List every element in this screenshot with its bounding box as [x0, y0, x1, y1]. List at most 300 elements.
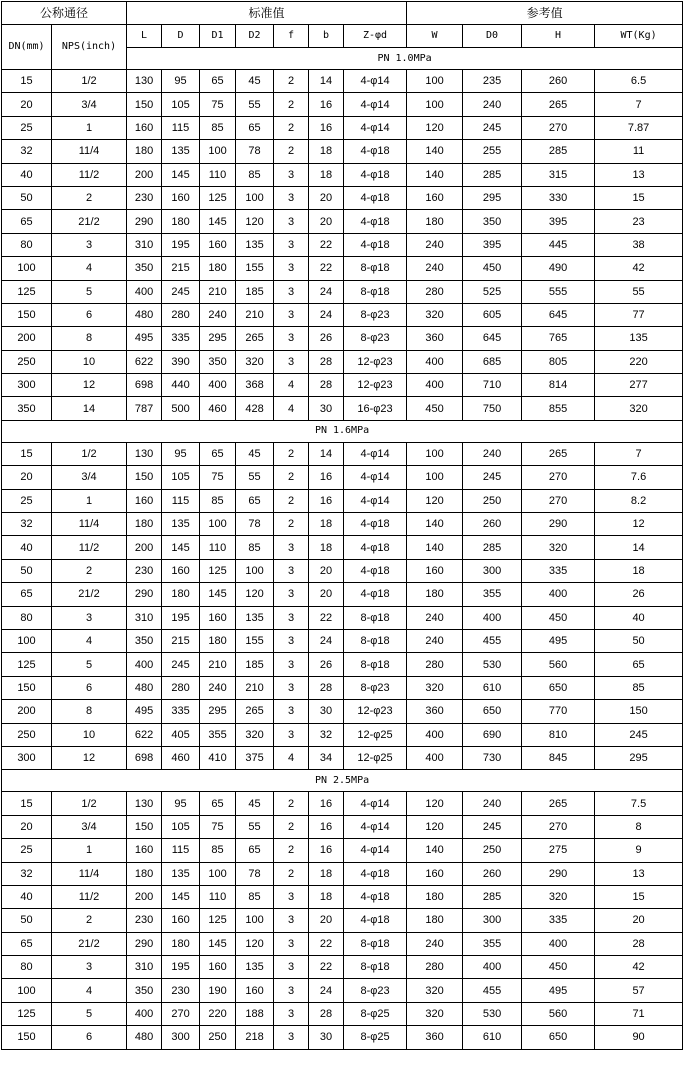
table-cell: 16 — [309, 93, 344, 116]
table-cell: 622 — [127, 350, 162, 373]
table-cell: 28 — [309, 350, 344, 373]
table-cell: 355 — [463, 583, 522, 606]
table-cell: 24 — [309, 303, 344, 326]
table-cell: 650 — [463, 700, 522, 723]
table-cell: 150 — [127, 815, 162, 838]
table-cell: 855 — [522, 397, 595, 420]
table-cell: 450 — [463, 257, 522, 280]
table-cell: 100 — [407, 93, 463, 116]
table-cell: 285 — [463, 885, 522, 908]
table-cell: 375 — [236, 746, 274, 769]
table-cell: 180 — [200, 629, 236, 652]
table-cell: 180 — [127, 140, 162, 163]
table-cell: 530 — [463, 653, 522, 676]
table-cell: 2 — [274, 862, 309, 885]
table-cell: 320 — [407, 676, 463, 699]
table-cell: 350 — [127, 629, 162, 652]
table-cell: 2 — [274, 513, 309, 536]
table-cell: 245 — [595, 723, 683, 746]
table-cell: 360 — [407, 1026, 463, 1049]
header-w: W — [407, 25, 463, 48]
table-cell: 3 — [274, 979, 309, 1002]
table-cell: 100 — [2, 979, 52, 1002]
table-cell: 18 — [309, 862, 344, 885]
table-cell: 210 — [236, 676, 274, 699]
table-row — [2, 932, 683, 955]
table-cell: 140 — [407, 513, 463, 536]
table-cell: 395 — [463, 233, 522, 256]
table-cell: 320 — [407, 303, 463, 326]
table-cell: 295 — [200, 700, 236, 723]
table-row — [2, 140, 683, 163]
table-cell: 2 — [274, 93, 309, 116]
table-cell: 110 — [200, 885, 236, 908]
table-cell: 2 — [274, 70, 309, 93]
table-cell: 3 — [274, 909, 309, 932]
table-cell: 3 — [274, 210, 309, 233]
table-cell: 490 — [522, 257, 595, 280]
table-cell: 3 — [274, 257, 309, 280]
table-cell: 255 — [463, 140, 522, 163]
table-cell: 4-φ14 — [344, 792, 407, 815]
table-cell: 125 — [200, 186, 236, 209]
table-cell: 160 — [407, 186, 463, 209]
table-cell: 160 — [200, 233, 236, 256]
table-cell: 18 — [309, 536, 344, 559]
table-cell: 685 — [463, 350, 522, 373]
table-cell: 300 — [463, 559, 522, 582]
header-h: H — [522, 25, 595, 48]
table-row — [2, 186, 683, 209]
table-cell: 13 — [595, 862, 683, 885]
table-cell: 75 — [200, 466, 236, 489]
table-cell: 495 — [522, 629, 595, 652]
table-cell: 160 — [162, 909, 200, 932]
table-cell: 610 — [463, 1026, 522, 1049]
table-cell: 1 — [52, 839, 127, 862]
table-cell: 100 — [2, 257, 52, 280]
table-cell: 90 — [595, 1026, 683, 1049]
table-cell: 335 — [162, 700, 200, 723]
table-cell: 3 — [274, 606, 309, 629]
table-cell: 20 — [2, 815, 52, 838]
table-cell: 350 — [200, 350, 236, 373]
table-cell: 105 — [162, 466, 200, 489]
table-cell: 400 — [463, 956, 522, 979]
table-cell: 40 — [2, 536, 52, 559]
table-cell: 750 — [463, 397, 522, 420]
table-cell: 110 — [200, 163, 236, 186]
table-cell: 3 — [274, 723, 309, 746]
header-d1: D1 — [200, 25, 236, 48]
table-cell: 4-φ14 — [344, 442, 407, 465]
table-cell: 400 — [522, 583, 595, 606]
table-cell: 295 — [595, 746, 683, 769]
table-cell: 16 — [309, 116, 344, 139]
table-cell: 120 — [236, 583, 274, 606]
table-cell: 65 — [2, 210, 52, 233]
table-cell: 160 — [200, 606, 236, 629]
table-cell: 265 — [522, 93, 595, 116]
table-cell: 40 — [2, 885, 52, 908]
table-row — [2, 327, 683, 350]
table-cell: 45 — [236, 792, 274, 815]
table-cell: 50 — [595, 629, 683, 652]
table-cell: 55 — [236, 815, 274, 838]
table-cell: 160 — [407, 559, 463, 582]
table-cell: 100 — [407, 466, 463, 489]
table-cell: 320 — [407, 979, 463, 1002]
table-cell: 65 — [2, 583, 52, 606]
table-cell: 200 — [127, 885, 162, 908]
table-cell: 130 — [127, 442, 162, 465]
table-cell: 120 — [236, 210, 274, 233]
table-cell: 360 — [407, 700, 463, 723]
table-cell: 20 — [309, 559, 344, 582]
table-row — [2, 233, 683, 256]
table-cell: 8-φ25 — [344, 1026, 407, 1049]
table-cell: 25 — [2, 839, 52, 862]
table-row — [2, 397, 683, 420]
table-cell: 7.6 — [595, 466, 683, 489]
table-cell: 14 — [309, 70, 344, 93]
table-cell: 15 — [595, 885, 683, 908]
table-cell: 120 — [407, 489, 463, 512]
table-cell: 5 — [52, 653, 127, 676]
table-cell: 28 — [309, 374, 344, 397]
table-cell: 265 — [522, 792, 595, 815]
table-row — [2, 862, 683, 885]
table-cell: 32 — [2, 862, 52, 885]
table-cell: 34 — [309, 746, 344, 769]
table-cell: 250 — [200, 1026, 236, 1049]
table-cell: 240 — [463, 442, 522, 465]
table-cell: 188 — [236, 1002, 274, 1025]
table-cell: 20 — [595, 909, 683, 932]
table-cell: 320 — [522, 885, 595, 908]
table-cell: 160 — [200, 956, 236, 979]
table-cell: 20 — [309, 210, 344, 233]
table-cell: 180 — [127, 513, 162, 536]
table-cell: 25 — [2, 116, 52, 139]
table-cell: 180 — [162, 210, 200, 233]
table-cell: 195 — [162, 233, 200, 256]
table-cell: 215 — [162, 629, 200, 652]
table-row — [2, 536, 683, 559]
table-cell: 8.2 — [595, 489, 683, 512]
table-cell: 2 — [274, 792, 309, 815]
table-cell: 3 — [52, 956, 127, 979]
table-cell: 100 — [200, 140, 236, 163]
table-cell: 11/2 — [52, 536, 127, 559]
table-cell: 270 — [522, 116, 595, 139]
table-cell: 20 — [2, 93, 52, 116]
table-cell: 16 — [309, 489, 344, 512]
table-cell: 450 — [522, 606, 595, 629]
table-cell: 277 — [595, 374, 683, 397]
table-cell: 218 — [236, 1026, 274, 1049]
table-cell: 85 — [200, 489, 236, 512]
table-cell: 160 — [162, 186, 200, 209]
table-cell: 85 — [200, 116, 236, 139]
table-cell: 455 — [463, 979, 522, 1002]
table-cell: 55 — [236, 93, 274, 116]
table-cell: 14 — [52, 397, 127, 420]
table-cell: 4 — [274, 397, 309, 420]
table-cell: 115 — [162, 116, 200, 139]
table-cell: 180 — [407, 885, 463, 908]
table-cell: 28 — [309, 1002, 344, 1025]
pressure-rating-title: PN 2.5MPa — [2, 770, 683, 792]
table-cell: 355 — [200, 723, 236, 746]
table-row — [2, 676, 683, 699]
header-d: D — [162, 25, 200, 48]
table-cell: 320 — [236, 723, 274, 746]
table-cell: 4 — [274, 374, 309, 397]
table-cell: 11/4 — [52, 862, 127, 885]
table-cell: 400 — [127, 1002, 162, 1025]
table-cell: 315 — [522, 163, 595, 186]
table-cell: 135 — [162, 862, 200, 885]
table-cell: 4 — [52, 979, 127, 1002]
table-cell: 310 — [127, 956, 162, 979]
table-cell: 400 — [407, 374, 463, 397]
table-cell: 180 — [200, 257, 236, 280]
table-cell: 270 — [522, 466, 595, 489]
table-cell: 4-φ14 — [344, 70, 407, 93]
table-cell: 1/2 — [52, 792, 127, 815]
table-row — [2, 746, 683, 769]
table-cell: 57 — [595, 979, 683, 1002]
table-cell: 230 — [127, 559, 162, 582]
table-cell: 2 — [274, 466, 309, 489]
header-b: b — [309, 25, 344, 48]
table-cell: 460 — [200, 397, 236, 420]
table-cell: 560 — [522, 1002, 595, 1025]
table-cell: 30 — [309, 1026, 344, 1049]
table-cell: 3 — [52, 233, 127, 256]
table-cell: 80 — [2, 233, 52, 256]
table-row — [2, 210, 683, 233]
table-cell: 130 — [127, 70, 162, 93]
table-cell: 8-φ23 — [344, 676, 407, 699]
table-row — [2, 653, 683, 676]
table-cell: 280 — [407, 956, 463, 979]
table-cell: 140 — [407, 163, 463, 186]
table-cell: 55 — [236, 466, 274, 489]
table-cell: 8-φ18 — [344, 629, 407, 652]
table-cell: 3 — [274, 536, 309, 559]
table-cell: 765 — [522, 327, 595, 350]
table-cell: 3/4 — [52, 815, 127, 838]
table-cell: 65 — [236, 116, 274, 139]
table-cell: 240 — [463, 93, 522, 116]
table-cell: 100 — [200, 513, 236, 536]
table-cell: 120 — [236, 932, 274, 955]
table-cell: 300 — [2, 374, 52, 397]
table-cell: 22 — [309, 956, 344, 979]
header-group-row — [2, 2, 683, 25]
table-cell: 8-φ18 — [344, 606, 407, 629]
table-cell: 195 — [162, 606, 200, 629]
table-cell: 12-φ23 — [344, 350, 407, 373]
table-cell: 8 — [52, 700, 127, 723]
table-cell: 100 — [407, 442, 463, 465]
table-cell: 2 — [274, 116, 309, 139]
table-cell: 455 — [463, 629, 522, 652]
table-cell: 65 — [236, 489, 274, 512]
table-cell: 3 — [274, 932, 309, 955]
table-cell: 135 — [595, 327, 683, 350]
table-cell: 4-φ14 — [344, 93, 407, 116]
table-cell: 4 — [274, 746, 309, 769]
table-cell: 45 — [236, 70, 274, 93]
table-cell: 150 — [595, 700, 683, 723]
table-cell: 20 — [309, 909, 344, 932]
table-cell: 8-φ18 — [344, 280, 407, 303]
table-cell: 78 — [236, 862, 274, 885]
table-cell: 150 — [2, 303, 52, 326]
table-cell: 40 — [2, 163, 52, 186]
section-title-row — [2, 420, 683, 442]
table-cell: 495 — [127, 327, 162, 350]
table-cell: 4-φ14 — [344, 466, 407, 489]
table-cell: 4-φ18 — [344, 885, 407, 908]
table-cell: 23 — [595, 210, 683, 233]
table-cell: 21/2 — [52, 932, 127, 955]
table-row — [2, 257, 683, 280]
header-wt: WT(Kg) — [595, 25, 683, 48]
table-cell: 290 — [522, 513, 595, 536]
table-cell: 260 — [463, 513, 522, 536]
table-cell: 350 — [463, 210, 522, 233]
header-nps: NPS(inch) — [52, 25, 127, 70]
table-cell: 240 — [407, 629, 463, 652]
table-cell: 8-φ18 — [344, 257, 407, 280]
table-row — [2, 116, 683, 139]
table-cell: 368 — [236, 374, 274, 397]
table-cell: 18 — [309, 163, 344, 186]
table-cell: 250 — [463, 839, 522, 862]
table-cell: 290 — [127, 583, 162, 606]
table-cell: 245 — [463, 815, 522, 838]
table-cell: 285 — [522, 140, 595, 163]
table-cell: 10 — [52, 350, 127, 373]
table-cell: 4-φ18 — [344, 909, 407, 932]
table-cell: 3 — [274, 1002, 309, 1025]
table-cell: 145 — [162, 885, 200, 908]
table-cell: 814 — [522, 374, 595, 397]
table-row — [2, 442, 683, 465]
table-cell: 330 — [522, 186, 595, 209]
table-cell: 180 — [162, 932, 200, 955]
table-cell: 250 — [463, 489, 522, 512]
table-cell: 2 — [274, 815, 309, 838]
table-cell: 400 — [407, 350, 463, 373]
table-cell: 770 — [522, 700, 595, 723]
table-cell: 160 — [127, 116, 162, 139]
table-cell: 400 — [463, 606, 522, 629]
table-cell: 85 — [236, 536, 274, 559]
table-row — [2, 70, 683, 93]
table-cell: 100 — [2, 629, 52, 652]
table-cell: 220 — [595, 350, 683, 373]
table-cell: 610 — [463, 676, 522, 699]
table-cell: 18 — [309, 885, 344, 908]
table-cell: 12-φ25 — [344, 746, 407, 769]
table-cell: 160 — [162, 559, 200, 582]
table-cell: 3 — [274, 700, 309, 723]
table-cell: 3 — [274, 303, 309, 326]
table-cell: 250 — [2, 723, 52, 746]
table-cell: 125 — [200, 559, 236, 582]
table-cell: 185 — [236, 280, 274, 303]
table-cell: 95 — [162, 70, 200, 93]
table-cell: 190 — [200, 979, 236, 1002]
table-cell: 4 — [52, 257, 127, 280]
table-cell: 75 — [200, 93, 236, 116]
table-cell: 12-φ25 — [344, 723, 407, 746]
table-cell: 8-φ18 — [344, 653, 407, 676]
table-cell: 16 — [309, 839, 344, 862]
table-cell: 230 — [127, 909, 162, 932]
table-cell: 450 — [407, 397, 463, 420]
table-cell: 650 — [522, 1026, 595, 1049]
table-row — [2, 792, 683, 815]
table-cell: 280 — [407, 653, 463, 676]
table-cell: 4-φ14 — [344, 116, 407, 139]
table-cell: 4-φ18 — [344, 233, 407, 256]
table-cell: 310 — [127, 606, 162, 629]
table-cell: 180 — [162, 583, 200, 606]
table-cell: 21/2 — [52, 210, 127, 233]
table-cell: 200 — [2, 327, 52, 350]
table-cell: 4-φ18 — [344, 536, 407, 559]
table-cell: 495 — [127, 700, 162, 723]
table-cell: 4-φ18 — [344, 583, 407, 606]
table-cell: 11/4 — [52, 513, 127, 536]
table-cell: 8-φ23 — [344, 303, 407, 326]
header-reference-values: 参考值 — [407, 2, 683, 25]
table-cell: 6.5 — [595, 70, 683, 93]
table-cell: 310 — [127, 233, 162, 256]
table-cell: 20 — [309, 186, 344, 209]
table-cell: 40 — [595, 606, 683, 629]
table-cell: 24 — [309, 629, 344, 652]
table-cell: 270 — [162, 1002, 200, 1025]
table-cell: 4-φ18 — [344, 210, 407, 233]
table-cell: 210 — [236, 303, 274, 326]
table-cell: 85 — [236, 885, 274, 908]
table-cell: 320 — [407, 1002, 463, 1025]
table-cell: 4-φ18 — [344, 513, 407, 536]
table-cell: 220 — [200, 1002, 236, 1025]
section-title-row — [2, 770, 683, 792]
table-cell: 290 — [127, 932, 162, 955]
table-cell: 260 — [463, 862, 522, 885]
table-cell: 8-φ18 — [344, 956, 407, 979]
table-cell: 3 — [52, 606, 127, 629]
table-cell: 787 — [127, 397, 162, 420]
table-cell: 100 — [236, 559, 274, 582]
table-cell: 55 — [595, 280, 683, 303]
table-cell: 13 — [595, 163, 683, 186]
table-cell: 650 — [522, 676, 595, 699]
table-cell: 395 — [522, 210, 595, 233]
table-cell: 810 — [522, 723, 595, 746]
table-cell: 42 — [595, 956, 683, 979]
table-cell: 445 — [522, 233, 595, 256]
